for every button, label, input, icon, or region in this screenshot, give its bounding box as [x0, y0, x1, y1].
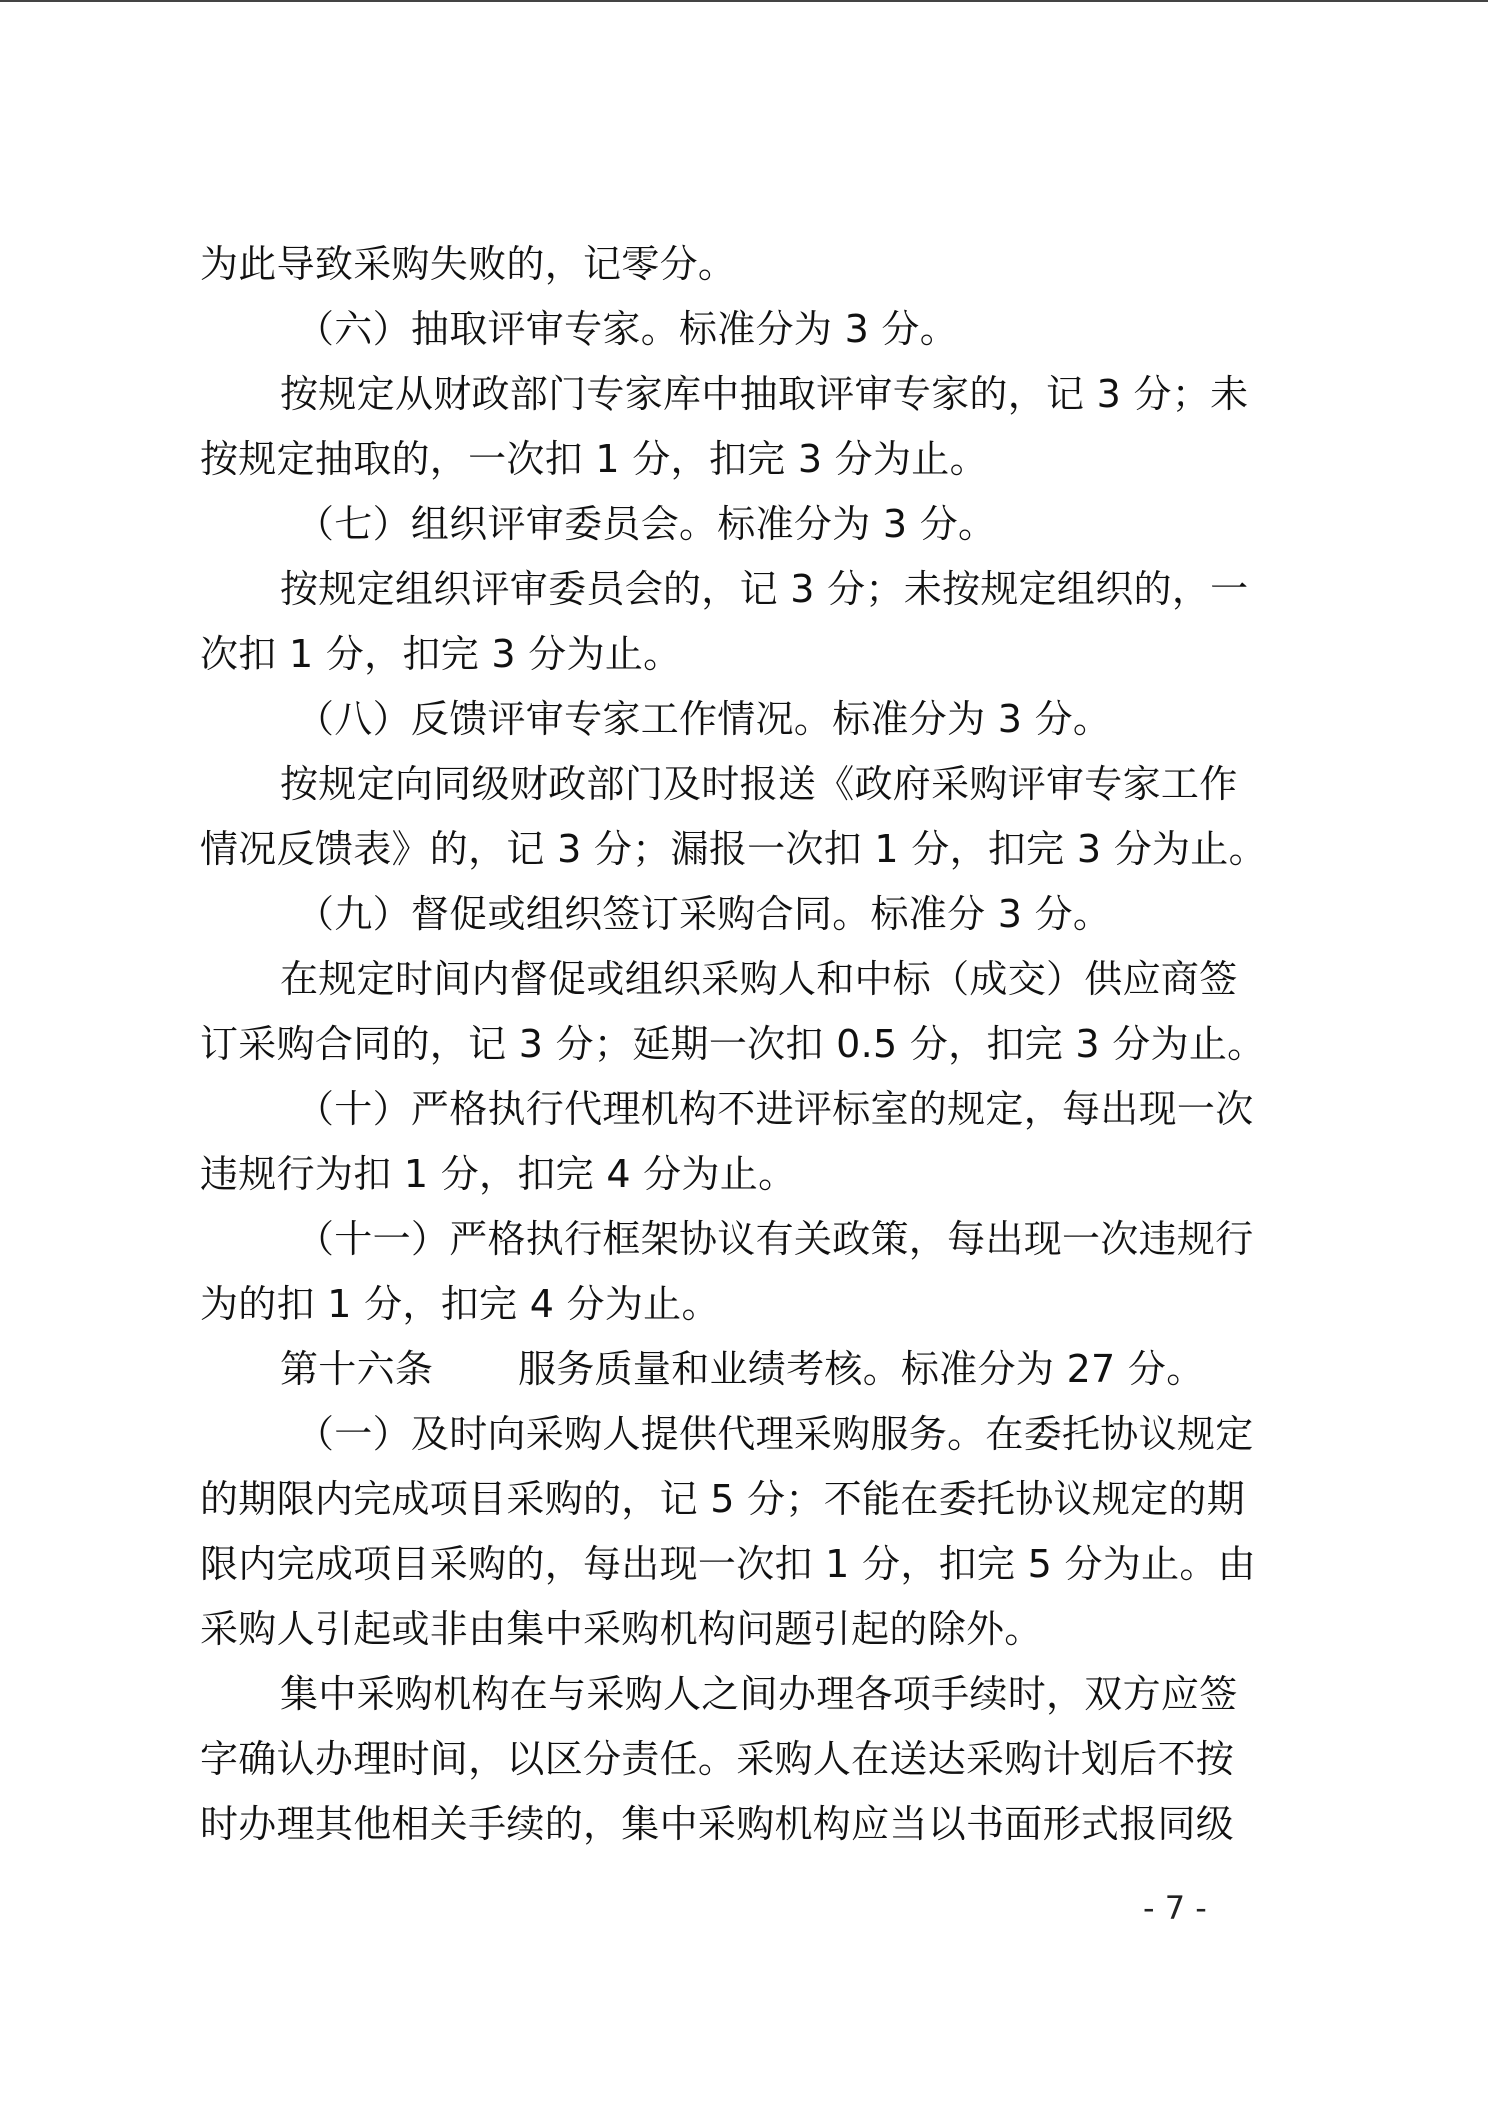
- article-heading: [200, 1337, 1292, 1402]
- page-number: - 7 -: [1143, 1889, 1207, 1927]
- section-heading-8: （八）反馈评审专家工作情况。标准分为 3 分。: [296, 697, 1112, 741]
- article-number: 第十六条: [280, 1347, 434, 1391]
- paragraph-line: 为此导致采购失败的，记零分。: [200, 242, 737, 286]
- paragraph-line: 违规行为扣 1 分，扣完 4 分为止。: [200, 1152, 797, 1196]
- paragraph-line: 字确认办理时间，以区分责任。采购人在送达采购计划后不按: [200, 1737, 1235, 1781]
- paragraph-line: 限内完成项目采购的，每出现一次扣 1 分，扣完 5 分为止。由: [200, 1542, 1256, 1586]
- top-border-line: [0, 0, 1488, 2]
- paragraph-line: 订采购合同的，记 3 分；延期一次扣 0.5 分，扣完 3 分为止。: [200, 1022, 1266, 1066]
- paragraph-line: 采购人引起或非由集中采购机构问题引起的除外。: [200, 1607, 1043, 1651]
- paragraph-line: 为的扣 1 分，扣完 4 分为止。: [200, 1282, 720, 1326]
- paragraph-line: 在规定时间内督促或组织采购人和中标（成交）供应商签: [280, 957, 1238, 1001]
- section-heading-10: （十）严格执行代理机构不进评标室的规定，每出现一次: [296, 1087, 1254, 1131]
- paragraph-line: 时办理其他相关手续的，集中采购机构应当以书面形式报同级: [200, 1802, 1235, 1846]
- section-heading-11: （十一）严格执行框架协议有关政策，每出现一次违规行: [296, 1217, 1254, 1261]
- article-title: 服务质量和业绩考核。标准分为 27 分。: [518, 1347, 1205, 1391]
- paragraph-line: 按规定从财政部门专家库中抽取评审专家的，记 3 分；未: [280, 372, 1249, 416]
- paragraph-line: 按规定组织评审委员会的，记 3 分；未按规定组织的，一: [280, 567, 1249, 611]
- paragraph-line: 按规定向同级财政部门及时报送《政府采购评审专家工作: [280, 762, 1238, 806]
- document-body: [200, 232, 1292, 1857]
- section-heading-6: （六）抽取评审专家。标准分为 3 分。: [296, 307, 959, 351]
- paragraph-line: 情况反馈表》的，记 3 分；漏报一次扣 1 分，扣完 3 分为止。: [200, 827, 1267, 871]
- paragraph-line: 次扣 1 分，扣完 3 分为止。: [200, 632, 682, 676]
- paragraph-line: 的期限内完成项目采购的，记 5 分；不能在委托协议规定的期: [200, 1477, 1246, 1521]
- paragraph-line: 集中采购机构在与采购人之间办理各项手续时，双方应签: [280, 1672, 1238, 1716]
- section-heading-1: （一）及时向采购人提供代理采购服务。在委托协议规定: [296, 1412, 1254, 1456]
- paragraph-line: 按规定抽取的，一次扣 1 分，扣完 3 分为止。: [200, 437, 988, 481]
- section-heading-7: （七）组织评审委员会。标准分为 3 分。: [296, 502, 997, 546]
- section-heading-9: （九）督促或组织签订采购合同。标准分 3 分。: [296, 892, 1112, 936]
